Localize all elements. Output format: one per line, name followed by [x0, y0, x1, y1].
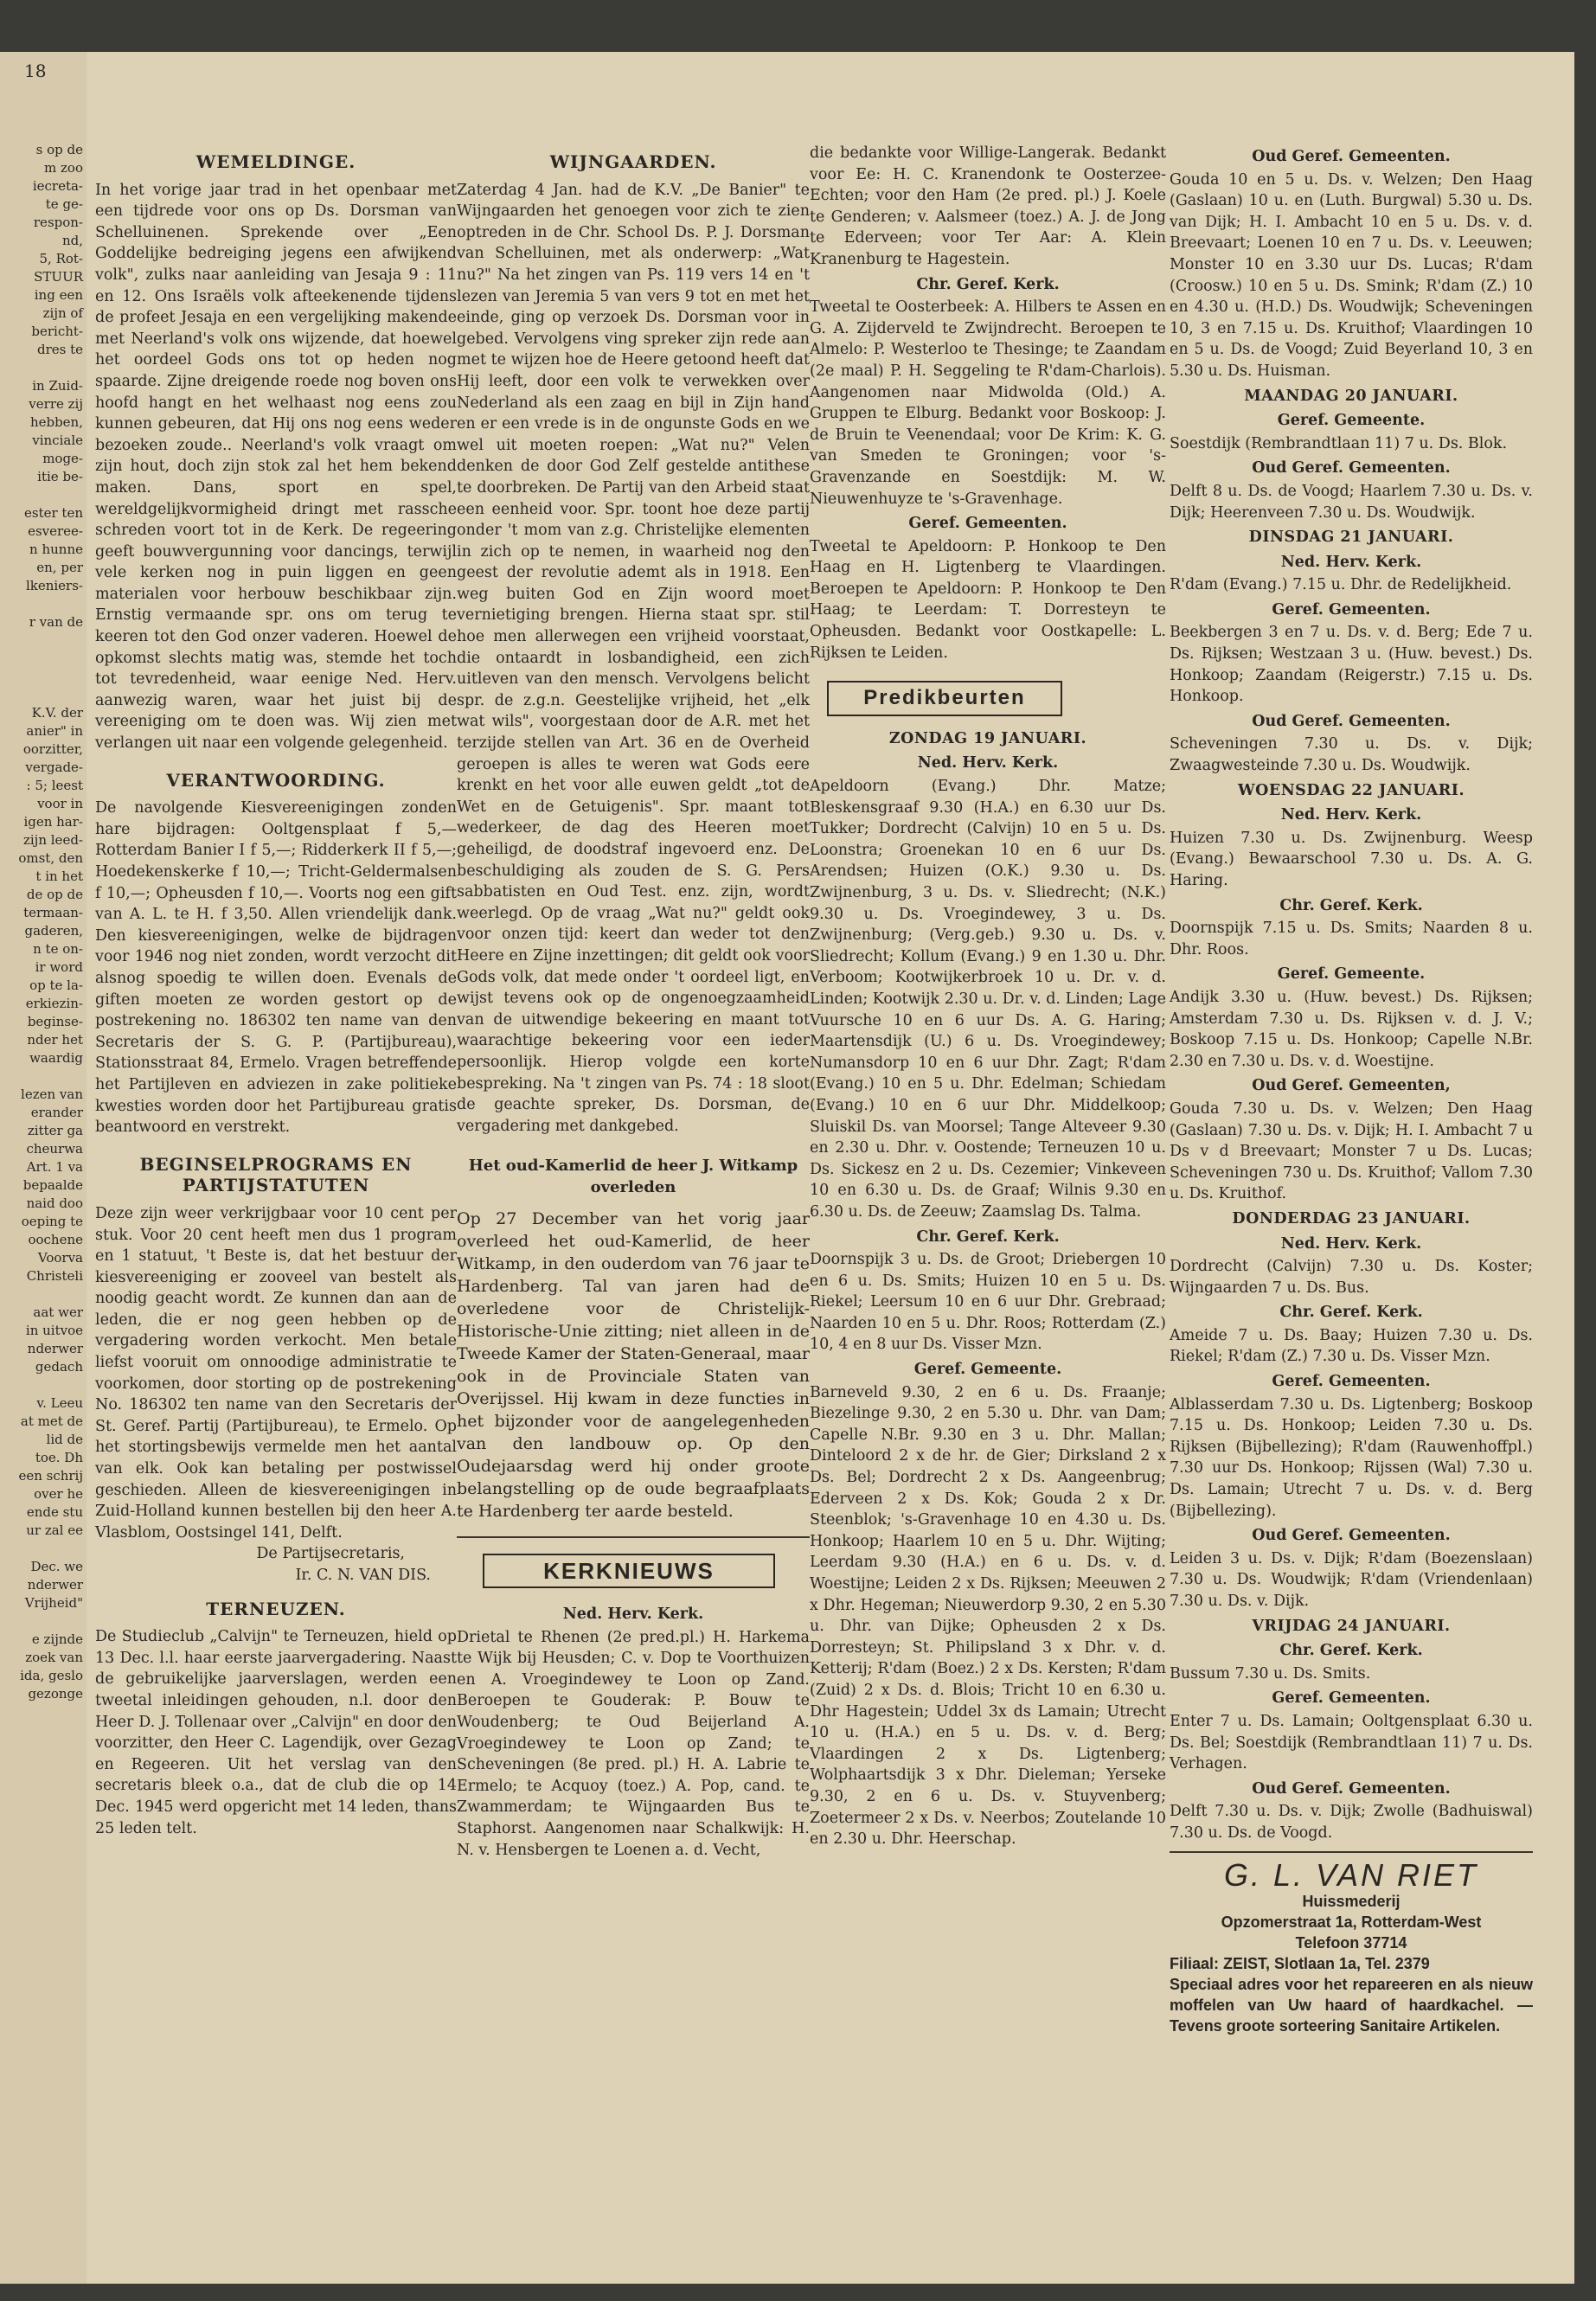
margin-fragment: iecreta-: [32, 178, 83, 194]
advert-line-3: Telefoon 37714: [1295, 1934, 1407, 1952]
donderdag-chr-geref: Chr. Geref. Kerk.: [1279, 1304, 1423, 1322]
margin-fragment: n hunne: [29, 542, 83, 557]
margin-fragment: zoek van: [25, 1650, 83, 1665]
heading-ned-herv-kerk: Ned. Herv. Kerk.: [562, 1606, 704, 1624]
vrijdag-geref-list: Enter 7 u. Ds. Lamain; Ooltgensplaat 6.30 u. Ds. Bel; Soestdijk (Rembrandtlaan 11) 7 u. Ds. Verhagen.: [1170, 1712, 1533, 1773]
margin-fragment: ir word: [35, 959, 83, 975]
margin-fragment: [0, 1067, 87, 1086]
zondag-geref: Geref. Gemeente.: [913, 1361, 1062, 1379]
margin-fragment: aat wer: [33, 1304, 83, 1320]
margin-fragment: bepaalde: [22, 1177, 83, 1193]
maandag-oud-geref: Oud Geref. Gemeenten.: [1252, 459, 1451, 478]
margin-fragment: anier" in: [26, 723, 83, 739]
margin-fragment: e zijnde: [31, 1631, 83, 1647]
margin-fragment: lkeniers-: [25, 578, 83, 593]
margin-fragment: [0, 1285, 87, 1304]
margin-fragment: en, per: [36, 560, 83, 575]
donderdag-chr-geref-list: Ameide 7 u. Ds. Baay; Huizen 7.30 u. Ds. Riekel; R'dam (Z.) 7.30 u. Ds. Visser Mzn.: [1170, 1326, 1533, 1366]
margin-fragment: gaderen,: [24, 923, 83, 939]
heading-donderdag: DONDERDAG 23 JANUARI.: [1232, 1209, 1471, 1227]
heading-beginselprograms: BEGINSELPROGRAMS EN PARTIJSTATUTEN: [139, 1153, 413, 1196]
margin-fragment: waardig: [29, 1050, 83, 1066]
margin-fragment: bericht-: [31, 324, 83, 339]
zondag-geref-list: Barneveld 9.30, 2 en 6 u. Ds. Fraanje; Biezelinge 9.30, 2 en 5.30 u. Dhr. van Dam; Capelle N.Br. 9.30 en 3 u. Dhr. Mallan; Dinteloord 2 x de hr. de Gier; Dirksland 2 x Ds. Bel; Dordrecht 2 x Ds. Aangeenbrug; Ederveen 2 x Ds. Kok; Gouda 2 x Dr. Steenblok; 's-Gravenhage 10 en 4.30 u. Ds. Honkoop; Haarlem 10 en 5 u. Dhr. Wijting; Leerdam 9.30 (H.A.) en 6 u. Ds. v. d. Woestijne; Leiden 2 x Ds. Rijksen; Meeuwen 2 x Dhr. Hegeman; Nieuwerdorp 9.30, 2 en 5.30 u. Dhr. van Dijke; Opheusden 2 x Ds. Dorresteyn; St. Philipsland 3 x Dhr. v. d. Ketterij; R'dam (Boez.) 2 x Ds. Kersten; R'dam (Zuid) 2 x Ds. d. Blois; Tricht 10 en 6.30 u. Dhr Hagestein; Uddel 3x ds Lamain; Utrecht 10 u. (H.A.) en 5 u. Ds. v. d. Berg; Vlaardingen 2 x Ds. Ligtenberg; Wolphaartsdijk 3 x Dhr. Dieleman; Yerseke 9.30, 2 en 6 u. Ds. v. Stuyvenberg; Zoetermeer 2 x Ds. v. Neerbos; Zoutelande 10 en 2.30 u. Dhr. Heerschap.: [810, 1383, 1166, 1849]
margin-fragment: 5, Rot-: [39, 251, 83, 266]
margin-fragment: lezen van: [21, 1086, 83, 1102]
margin-fragment: n te on-: [33, 941, 83, 957]
article-beginselprograms: Deze zijn weer verkrijgbaar voor 10 cent per stuk. Voor 20 cent heeft men dus 1 program en 1 statuut, 't Beste is, dat het bestuur der kiesvereeniging er zooveel van bestelt als noodig geacht wordt. Ze kunnen dan aan de leden, die er nog geen hebben op de vergadering worden verkocht. Men betale liefst vooruit om onnoodige administratie te voorkomen, door storting op de postrekening No. 186302 ten name van den Secretaris der St. Geref. Partij (Partijbureau), te Ermelo. Op het stortingsbewijs vermelde men het aantal van elk. Ook kan betaling per postwissel geschieden. Alleen de kiesvereenigingen in Zuid-Holland kunnen bestellen bij den heer A. Vlasblom, Oostsingel 141, Delft.: [95, 1204, 457, 1541]
vrijdag-geref: Geref. Gemeenten.: [1272, 1689, 1431, 1708]
oud-geref-list: Gouda 10 en 5 u. Ds. v. Welzen; Den Haag (Gaslaan) 10 u. en (Luth. Burgwal) 5.30 u. Ds. van Dijk; H. I. Ambacht 10 en 5 u. Ds. v. d. Breevaart; Loenen 10 en 7 u. Ds. v. Leeuwen; Monster 10 en 3.30 uur Ds. Lucas; R'dam (Croosw.) 10 en 5 u. Ds. Smink; R'dam (Z.) 10 en 4.30 u. (H.D.) Ds. Woudwijk; Scheveningen 10, 3 en 7.15 u. Ds. Kruithof; Vlaardingen 10 en 5 u. Ds. de Voogd; Zuid Beyerland 10, 3 en 5.30 u. Ds. Huisman.: [1170, 170, 1533, 380]
margin-fragment: respon-: [33, 215, 83, 230]
margin-fragment: nderwer: [27, 1341, 83, 1356]
maandag-geref-list: Soestdijk (Rembrandtlaan 11) 7 u. Ds. Blok.: [1170, 434, 1508, 452]
advertisement: [1170, 1856, 1533, 2037]
column-4: [1170, 143, 1533, 2036]
zondag-ned-herv: Ned. Herv. Kerk.: [917, 754, 1059, 772]
margin-fragment: [0, 359, 87, 377]
page-number: 18: [24, 61, 47, 81]
advert-line-4: Filiaal: ZEIST, Slotlaan 1a, Tel. 2379: [1170, 1955, 1430, 1973]
margin-fragment: in uitvoe: [25, 1323, 83, 1338]
margin-fragment: gezonge: [28, 1686, 83, 1702]
heading-verantwoording: VERANTWOORDING.: [166, 769, 386, 791]
heading-woensdag: WOENSDAG 22 JANUARI.: [1237, 781, 1465, 799]
donderdag-ned-herv: Ned. Herv. Kerk.: [1280, 1234, 1422, 1253]
margin-fragment: [0, 595, 87, 613]
article-kamerlid: Op 27 December van het vorig jaar overleed het oud-Kamerlid, de heer Witkamp, in den ouderdom van 76 jaar te Hardenberg. Tal van jaren had de overledene voor de Christelijk-Historische-Unie zitting; niet alleen in de Tweede Kamer der Staten-Generaal, maar ook in de Provinciale Staten van Overijssel. Hij kwam in deze functies in het bijzonder voor de aangelegenheden van den landbouw op. Op den Oudejaarsdag werd hij onder groote belangstelling op de oude begraafplaats te Hardenberg ter aarde besteld.: [457, 1208, 810, 1521]
heading-dinsdag: DINSDAG 21 JANUARI.: [1248, 529, 1454, 547]
margin-fragment: ida, geslo: [20, 1668, 83, 1683]
margin-fragment: igen har-: [23, 814, 83, 830]
margin-fragment: te ge-: [45, 196, 83, 212]
margin-fragment: zijn of: [42, 305, 83, 321]
margin-fragment: lid de: [46, 1432, 83, 1447]
heading-terneuzen: TERNEUZEN.: [206, 1598, 346, 1619]
margin-fragment: t in het: [35, 868, 83, 884]
margin-fragment: ur zal ee: [26, 1522, 83, 1538]
woensdag-oud-geref-list: Gouda 7.30 u. Ds. v. Welzen; Den Haag (Gaslaan) 7.30 u. Ds. v. Dijk; H. I. Ambacht 7 u Ds v d Breevaart; Monster 7 u Ds. Lucas; Scheveningen 730 u. Ds. Kruithof; Vallom 7.30 u. Ds. Kruithof.: [1170, 1099, 1533, 1203]
dinsdag-ned-herv: Ned. Herv. Kerk.: [1280, 553, 1422, 571]
vrijdag-oud-geref: Oud Geref. Gemeenten.: [1252, 1779, 1451, 1798]
signoff-title: De Partijsecretaris,: [256, 1545, 405, 1563]
donderdag-oud-geref: Oud Geref. Gemeenten.: [1252, 1527, 1451, 1545]
column-1: [95, 143, 457, 1839]
margin-fragment: beginse-: [27, 1014, 83, 1029]
dinsdag-oud-geref-list: Scheveningen 7.30 u. Ds. v. Dijk; Zwaagwesteinde 7.30 u. Ds. Woudwijk.: [1170, 735, 1533, 775]
heading-vrijdag: VRIJDAG 24 JANUARI.: [1252, 1617, 1451, 1635]
column-2: [457, 143, 810, 1861]
margin-fragment: een schrij: [18, 1468, 83, 1484]
kerknieuws-box: KERKNIEUWS: [483, 1554, 775, 1589]
margin-fragment: : 5; leest: [26, 778, 83, 793]
margin-fragment: de op de: [26, 887, 83, 902]
column-3: [810, 143, 1166, 1850]
article-wijngaarden: Zaterdag 4 Jan. had de K.V. „De Banier" te Wijngaarden het genoegen voor zich te zien optreden in de Chr. School Ds. P. J. Dorsman van Schelluinen, met als onderwerp: „Wat nu?" Na het zingen van Ps. 119 vers 14 en 't lezen van Jeremia 5 van vers 9 tot en met het einde, ging op verzoek Ds. Dorsman voor in gebed. Vervolgens ving spreker zijn rede aan met te wijzen hoe de Heere getoond heeft dat Hij leeft, door een volk te verwekken over Nederland als een zaag en bijl in Zijn hand en er een vrede is in de ongunste Gods en we wel uit moeten roepen: „Wat nu?" Velen denken de door God Zelf gestelde antithese te doorbreken. De Partij van den Arbeid staat een eenheid voor. Spr. toont hoe deze partij onder 't mom van z.g. Christelijke elementen in zich op te nemen, in waarheid nog den geest der revolutie ademt als in 1918. Een weg buiten God en Zijn woord moet vernietiging brengen. Hierna staat spr. stil hoe men allerwegen een vrijheid voorstaat, die ontaardt in losbandigheid, een zich uitleven van den mensch. Vervolgens belicht spr. de z.g.n. Geestelijke vrijheid, het „elk wat wils", voorgestaan door de A.R. met het terzijde stellen van Art. 36 en de Overheid geroepen is alles te weren wat Gods eere krenkt en het voor alle euwen geldt „tot de Wet en de Getuigenis". Spr. maant tot wederkeer, de dag des Heeren moet geheiligd, de doodstraf ingevoerd enz. De beschuldiging als zouden de S. G. Pers sabbatisten en Oud Test. enz. zijn, wordt weerlegd. Op de vraag „Wat nu?" geldt ook voor onzen tijd: keert dan weder tot den Heere en Zijne inzettingen; dit geldt ook voor Gods volk, dat mede onder 't oordeel ligt, en wijst tevens ook op de ongenoegzaamheid van de uitwendige bekeering en maant tot waarachtige bekeering voor een ieder persoonlijk. Hierop volgde een korte bespreking. Na 't zingen van Ps. 74 : 18 sloot de geachte spreker, Ds. Dorsman, de vergadering met dankgebed.: [457, 181, 810, 1135]
margin-fragment: Vrijheid": [24, 1595, 83, 1611]
woensdag-ned-herv-list: Huizen 7.30 u. Ds. Zwijnenburg. Weesp (Evang.) Bewaarschool 7.30 u. Ds. A. G. Haring.: [1170, 829, 1533, 889]
margin-fragment: s op de: [35, 142, 83, 157]
margin-fragment: gedach: [35, 1359, 83, 1375]
zondag-ned-herv-list: Apeldoorn (Evang.) Dhr. Matze; Bleskensgraaf 9.30 (H.A.) en 6.30 uur Ds. Tukker; Dordrecht (Calvijn) 10 en 5 u. Ds. Loonstra; Groenekan 10 en 6 uur Ds. Arendsen; Huizen (O.K.) 9.30 u. Ds. Zwijnenburg, 3 u. Ds. v. Sliedrecht; (N.K.) 9.30 u. Ds. Vroegindewey, 3 u. Ds. Zwijnenburg; (Verg.geb.) 9.30 u. Ds. v. Sliedrecht; Kollum (Evang.) 9 en 1.30 u. Dhr. Verboom; Kootwijkerbroek 10 u. Dr. v. d. Linden; Kootwijk 2.30 u. Dr. v. d. Linden; Lage Vuursche 10 en 6 uur Ds. A. G. Haring; Maartensdijk (U.) 6 u. Ds. Vroegindewey; Numansdorp 10 en 6 uur Dhr. Zagt; R'dam (Evang.) 10 en 5 u. Dhr. Edelman; Schiedam (Evang.) 10 en 6 uur Dhr. Middelkoop; Sluiskil Ds. van Moorsel; Tange Alteveer 9.30 en 2.30 u. Dhr. v. Oostende; Terneuzen 10 u. Ds. Sickesz en 2 u. Ds. Cezemier; Vinkeveen 10 en 6.30 u. Ds. de Graaf; Wilnis 9.30 en 6.30 u. Ds. de Zeeuw; Zaamslag Ds. Talma.: [810, 778, 1166, 1221]
article-terneuzen: De Studieclub „Calvijn" te Terneuzen, hield op 13 Dec. l.l. haar eerste jaarvergadering. Naast de gebruikelijke jaarverslagen, werden een tweetal inleidingen gehouden, n.l. door den Heer D. J. Tollenaar over „Calvijn" en door den voorzitter, den Heer C. Lagendijk, over Gezag en Regeeren. Uit het verslag van den secretaris bleek o.a., dat de club die op 14 Dec. 1945 werd opgericht met 14 leden, thans 25 leden telt.: [95, 1628, 457, 1837]
article-bedankt: die bedankte voor Willige-Langerak. Bedankt voor Ee: H. C. Kranendonk te Oosterzee-Echten; voor den Ham (2e pred. pl.) J. Koele te Genderen; v. Aalsmeer (toez.) A. J. de Jong te Ederveen; voor Ter Aar: A. Klein Kranenburg te Hagestein.: [810, 144, 1166, 268]
article-verantwoording: De navolgende Kiesvereenigingen zonden hare bijdragen: Ooltgensplaat f 5,— Rotterdam Banier I f 5,—; Ridderkerk II f 5,—; Hoedekenskerke f 10,—; Tricht-Geldermalsen f 10,—; Opheusden f 10,—. Voorts nog een gift van A. L. te H. f 3,50. Allen vriendelijk dank. Den kiesvereenigingen, welke de bijdragen voor 1946 nog niet zonden, wordt verzocht dit alsnog spoedig te willen doen. Evenals de giften moeten ze worden gestort op de postrekening no. 186302 ten name van den Secretaris der S. G. P. (Partijbureau), Stationsstraat 84, Ermelo. Vragen betreffende het Partijleven en adviezen in zake politieke kwesties worden door het Partijbureau gratis beantwoord en verstrekt.: [95, 799, 457, 1137]
woensdag-geref-list: Andijk 3.30 u. (Huw. bevest.) Ds. Rijksen; Amsterdam 7.30 u. Ds. Rijksen v. d. J. V.; Boskoop 7.15 u. Ds. Honkoop; Capelle N.Br. 2.30 en 7.30 u. Ds. v. d. Woestijne.: [1170, 988, 1533, 1070]
woensdag-chr-geref-list: Doornspijk 7.15 u. Ds. Smits; Naarden 8 u. Dhr. Roos.: [1170, 920, 1533, 958]
maandag-oud-geref-list: Delft 8 u. Ds. de Voogd; Haarlem 7.30 u. Ds. v. Dijk; Heerenveen 7.30 u. Ds. Woudwijk.: [1170, 482, 1533, 522]
donderdag-geref: Geref. Gemeenten.: [1272, 1373, 1431, 1391]
margin-fragment: [0, 1376, 87, 1394]
margin-fragment: zijn leed-: [22, 832, 83, 848]
margin-fragment: moge-: [42, 451, 83, 466]
margin-fragment: nd,: [61, 233, 83, 248]
advert-line-5: Speciaal adres voor het repareeren en als nieuw moffelen van Uw haard of haardkachel. — Tevens groote sorteering Sanitaire Artikelen.: [1170, 1976, 1533, 2035]
previous-page-strip: [0, 52, 87, 2284]
margin-fragment: ester ten: [24, 505, 83, 521]
margin-fragment: naid doo: [26, 1195, 83, 1211]
advert-divider: [1170, 1851, 1533, 1853]
margin-fragment: nder het: [27, 1032, 83, 1048]
article-ned-herv-kerk: Drietal te Rhenen (2e pred.pl.) H. Harkema te Wijk bij Heusden; C. v. Dop te Voorthuizen en A. Vroegindewey te Loon op Zand. Beroepen te Gouderak: P. Bouw te Woudenberg; te Oud Beijerland A. Vroegindewey te Loon op Zand; te Scheveningen (8e pred. pl.) H. A. Labrie te Ermelo; te Acquoy (toez.) A. Pop, cand. te Zwammerdam; te Wijngaarden Bus te Staphorst. Aangenomen naar Schalkwijk: H. N. v. Hensbergen te Loenen a. d. Vecht,: [457, 1628, 810, 1859]
margin-fragment: ende stu: [26, 1504, 83, 1520]
margin-fragment: nderwer: [27, 1577, 83, 1593]
signoff-name: Ir. C. N. VAN DIS.: [295, 1567, 431, 1584]
margin-fragment: op te la-: [29, 977, 83, 993]
margin-fragment: [0, 650, 87, 668]
margin-fragment: [0, 686, 87, 704]
vrijdag-chr-geref-list: Bussum 7.30 u. Ds. Smits.: [1170, 1664, 1371, 1682]
margin-fragment: verre zij: [29, 396, 83, 412]
heading-kamerlid: Het oud-Kamerlid de heer J. Witkamp overleden: [468, 1157, 798, 1196]
margin-fragment: zitter ga: [27, 1123, 83, 1138]
margin-fragment: itie be-: [37, 469, 83, 484]
heading-wemeldinge: WEMELDINGE.: [195, 151, 356, 172]
maandag-geref: Geref. Gemeente.: [1277, 412, 1426, 430]
margin-fragment: vinciale: [32, 433, 83, 448]
heading-chr-geref-kerk: Chr. Geref. Kerk.: [916, 275, 1060, 293]
article-chr-geref-kerk: Tweetal te Oosterbeek: A. Hilbers te Assen en G. A. Zijderveld te Zwijndrecht. Beroepen te Almelo: P. Westerloo te Thesinge; te Zaandam (2e maal) P. H. Seggeling te R'dam-Charlois). Aangenomen naar Midwolda (Old.) A. Gruppen te Elburg. Bedankt voor Boskoop: J. de Bruin te Veenendaal; voor De Krim: K. G. van Smeden te Groningen; voor 's-Gravenzande en Soestdijk: M. W. Nieuwenhuyze te 's-Gravenhage.: [810, 298, 1166, 508]
donderdag-geref-list: Alblasserdam 7.30 u. Ds. Ligtenberg; Boskoop 7.15 u. Ds. Honkoop; Leiden 7.30 u. Ds. Rijksen (Bijbellezing); R'dam (Rauwenhoffpl.) 7.30 uur Ds. Honkoop; Rijssen (Wal) 7.30 u. Ds. Lamain; Utrecht 7 u. Ds. v. d. Berg (Bijbellezing).: [1170, 1395, 1533, 1520]
margin-fragment: Christeli: [26, 1268, 83, 1284]
dinsdag-oud-geref: Oud Geref. Gemeenten.: [1252, 712, 1451, 730]
margin-fragments: [0, 52, 87, 1703]
margin-fragment: [0, 486, 87, 504]
margin-fragment: v. Leeu: [36, 1395, 83, 1411]
margin-fragment: erander: [30, 1105, 83, 1120]
margin-fragment: at met de: [20, 1413, 83, 1429]
oud-geref-heading: Oud Geref. Gemeenten.: [1252, 148, 1451, 165]
advert-name: G. L. VAN RIET: [1223, 1856, 1479, 1893]
divider: [457, 1536, 810, 1538]
margin-fragment: cheurwa: [26, 1141, 83, 1157]
dinsdag-geref: Geref. Gemeenten.: [1272, 600, 1431, 619]
heading-maandag: MAANDAG 20 JANUARI.: [1244, 387, 1458, 405]
zondag-chr-geref-list: Doornspijk 3 u. Ds. de Groot; Driebergen 10 en 6 u. Ds. Smits; Huizen 10 en 5 u. Ds. Riekel; Leersum 10 en 6 uur Dhr. Grebraad; Naarden 10 en 5 u. Dhr. Roos; Rotterdam (Z.) 10, 4 en 8 uur Ds. Visser Mzn.: [810, 1251, 1166, 1354]
advert-line-1: Huissmederij: [1302, 1893, 1401, 1911]
woensdag-geref: Geref. Gemeente.: [1277, 965, 1426, 984]
margin-fragment: [0, 1612, 87, 1631]
margin-fragment: [0, 668, 87, 686]
donderdag-ned-herv-list: Dordrecht (Calvijn) 7.30 u. Ds. Koster; Wijngaarden 7 u. Ds. Bus.: [1170, 1258, 1533, 1297]
margin-fragment: r van de: [29, 614, 83, 630]
zondag-chr-geref: Chr. Geref. Kerk.: [916, 1227, 1060, 1246]
margin-fragment: K.V. der: [31, 705, 83, 721]
margin-fragment: omst, den: [18, 850, 83, 866]
margin-fragment: oochene: [28, 1232, 83, 1247]
margin-fragment: oeping te: [21, 1214, 83, 1229]
margin-fragment: in Zuid-: [32, 378, 83, 394]
margin-fragment: m zoo: [44, 160, 83, 176]
margin-fragment: termaan-: [23, 905, 83, 920]
vrijdag-chr-geref: Chr. Geref. Kerk.: [1279, 1642, 1423, 1660]
advert-line-2: Opzomerstraat 1a, Rotterdam-West: [1221, 1913, 1482, 1932]
margin-fragment: [0, 631, 87, 650]
predikbeurten-box: Predikbeurten: [827, 681, 1062, 716]
article-geref-gemeenten: Tweetal te Apeldoorn: P. Honkoop te Den Haag en H. Ligtenberg te Vlaardingen. Beroepen te Apeldoorn: P. Honkoop te Den Haag; te Leerdam: T. Dorresteyn te Opheusden. Bedankt voor Oostkapelle: L. Rijksen te Leiden.: [810, 537, 1166, 662]
margin-fragment: toe. Dh: [35, 1450, 83, 1465]
woensdag-ned-herv: Ned. Herv. Kerk.: [1280, 806, 1422, 824]
dinsdag-ned-herv-list: R'dam (Evang.) 7.15 u. Dhr. de Redelijkheid.: [1170, 576, 1512, 594]
margin-fragment: voor in: [37, 796, 83, 811]
margin-fragment: ing een: [34, 287, 83, 303]
margin-fragment: vergade-: [25, 760, 83, 775]
vrijdag-oud-geref-list: Delft 7.30 u. Ds. v. Dijk; Zwolle (Badhuiswal) 7.30 u. Ds. de Voogd.: [1170, 1803, 1533, 1842]
woensdag-oud-geref: Oud Geref. Gemeenten,: [1252, 1077, 1451, 1095]
margin-fragment: erkiezin-: [25, 996, 83, 1011]
margin-fragment: hebben,: [29, 414, 83, 430]
donderdag-oud-geref-list: Leiden 3 u. Ds. v. Dijk; R'dam (Boezenslaan) 7.30 u. Ds. Woudwijk; R'dam (Vriendenlaan) 7.30 u. Ds. v. Dijk.: [1170, 1549, 1533, 1610]
heading-wijngaarden: WIJNGAARDEN.: [549, 151, 717, 172]
margin-fragment: oorzitter,: [22, 741, 83, 757]
dinsdag-geref-list: Beekbergen 3 en 7 u. Ds. v. d. Berg; Ede 7 u. Ds. Rijksen; Westzaan 3 u. (Huw. bevest.) Ds. Honkoop; Zaandam (Reigerstr.) 7.15 u. Ds. Honkoop.: [1170, 624, 1533, 706]
article-wemeldinge: In het vorige jaar trad in het openbaar met een tijdrede voor ons op Ds. Dorsman van Schelluinenen. Sprekende over „Een Goddelijke bedreiging jegens een afwijkend volk", zulks naar aanleiding van Jesaja 9 : 11 en 12. Ons Israëls volk afteekenende tijdens de profeet Jesaja en een vergelijking makende met Neerland's volk ons wijzende, dat hoewel het oordeel Gods ons tot op heden nog spaarde. Zijne dreigende roede nog boven ons hoofd hangt en het welhaast nog eens zou kunnen gebeuren, dat Hij ons nog eens weder bezoeken zoude.. Neerland's volk vraagt om zijn hout, doch zijn stok zal het hem bekend maken. Dans, sport en spel, wereldgelijkvormigheid dringt met rassche schreden voort tot in de Kerk. De regeering geeft bouwvergunning voor dancings, terwijl vele kerken nog in puin liggen en geen materialen voor herbouw beschikbaar zijn. Ernstig vermaande spr. ons om terug te keeren tot den God onzer vaderen. Hoewel de opkomst slechts matig was, stemde het toch tot tevredenheid, waar eenige Ned. Herv. aanwezig waren, waar het juist bij de vereeniging om te doen was. Wij zien met verlangen uit naar een volgende gelegenheid.: [95, 181, 457, 753]
margin-fragment: [0, 1540, 87, 1558]
margin-fragment: over he: [34, 1486, 83, 1502]
margin-fragment: Voorva: [37, 1250, 83, 1266]
margin-fragment: Art. 1 va: [26, 1159, 83, 1175]
margin-fragment: STUUR: [34, 269, 83, 285]
woensdag-chr-geref: Chr. Geref. Kerk.: [1279, 896, 1423, 914]
heading-geref-gemeenten: Geref. Gemeenten.: [908, 515, 1067, 533]
margin-fragment: esveree-: [28, 523, 83, 539]
heading-zondag: ZONDAG 19 JANUARI.: [888, 729, 1087, 747]
margin-fragment: Dec. we: [30, 1559, 83, 1574]
margin-fragment: dres te: [36, 342, 83, 357]
